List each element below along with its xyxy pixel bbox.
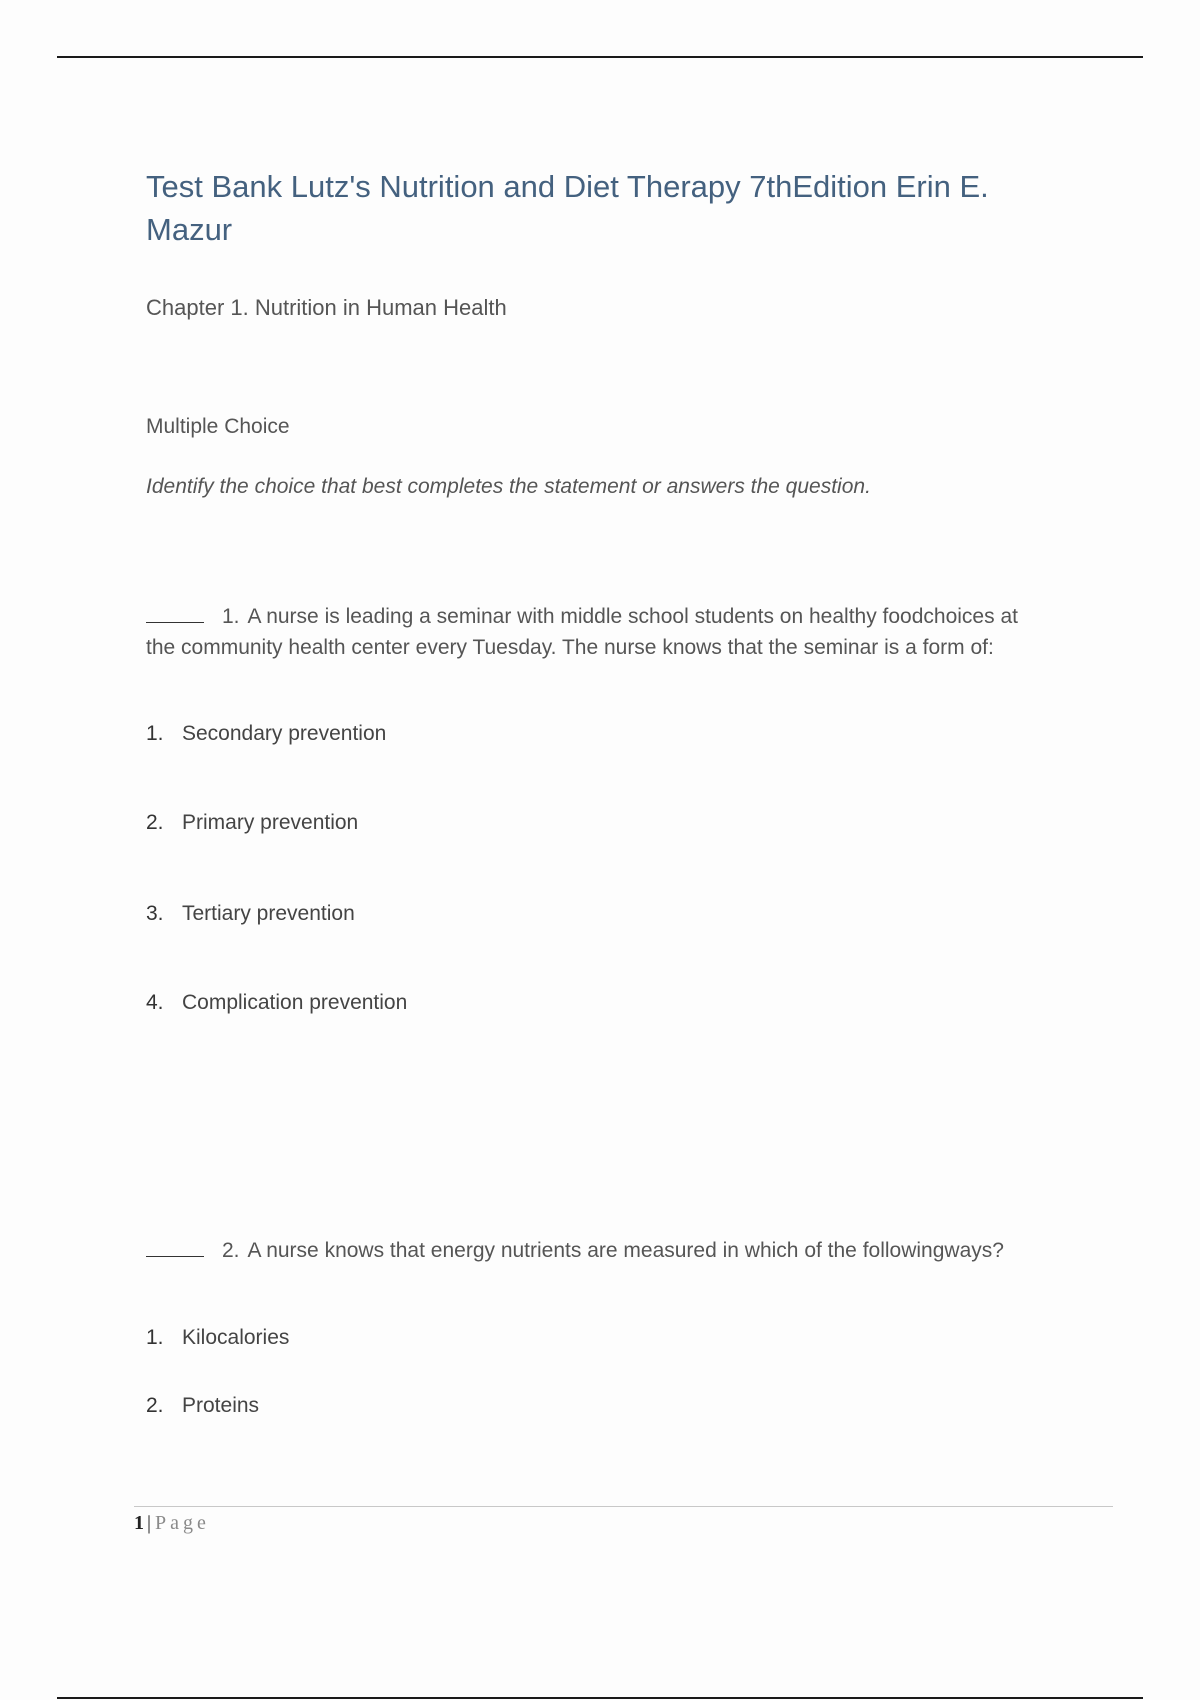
option-number: 3.: [146, 902, 164, 925]
question-1-option-2: [146, 808, 358, 838]
question-text: A nurse knows that energy nutrients are measured in which of the followingways?: [247, 1239, 1004, 1262]
question-1-option-1: [146, 719, 386, 749]
question-2: [146, 1234, 1046, 1266]
option-number: 4.: [146, 991, 164, 1014]
option-text: Proteins: [182, 1394, 260, 1417]
question-2-option-2: [146, 1391, 259, 1421]
footer-rule: [134, 1506, 1113, 1507]
footer-separator: |: [147, 1512, 152, 1534]
page-footer: [134, 1510, 210, 1536]
top-rule: [57, 56, 1143, 58]
bottom-rule: [57, 1697, 1143, 1699]
question-2-option-1: [146, 1323, 289, 1353]
answer-blank: [146, 1234, 204, 1257]
option-text: Secondary prevention: [182, 722, 387, 745]
option-number: 2.: [146, 811, 164, 834]
question-1: [146, 600, 1046, 663]
document-title: Test Bank Lutz's Nutrition and Diet Therapy 7thEdition Erin E. Mazur: [146, 169, 989, 247]
question-1-option-4: [146, 988, 407, 1018]
chapter-heading: Chapter 1. Nutrition in Human Health: [146, 295, 507, 320]
option-text: Kilocalories: [182, 1326, 290, 1349]
option-text: Tertiary prevention: [182, 902, 355, 925]
option-number: 1.: [146, 722, 164, 745]
instructions-text: Identify the choice that best completes the statement or answers the question.: [146, 475, 871, 498]
question-1-option-3: [146, 899, 355, 929]
question-number: 1.: [222, 605, 240, 628]
option-text: Primary prevention: [182, 811, 359, 834]
section-heading: Multiple Choice: [146, 415, 290, 438]
page-label: Page: [155, 1512, 210, 1534]
question-text: A nurse is leading a seminar with middle school students on healthy foodchoices at the community health center every Tuesday. The nurse knows that the seminar is a form of:: [146, 605, 1018, 659]
page-number: 1: [134, 1512, 144, 1534]
answer-blank: [146, 600, 204, 623]
question-number: 2.: [222, 1239, 240, 1262]
option-number: 2.: [146, 1394, 164, 1417]
option-text: Complication prevention: [182, 991, 408, 1014]
option-number: 1.: [146, 1326, 164, 1349]
